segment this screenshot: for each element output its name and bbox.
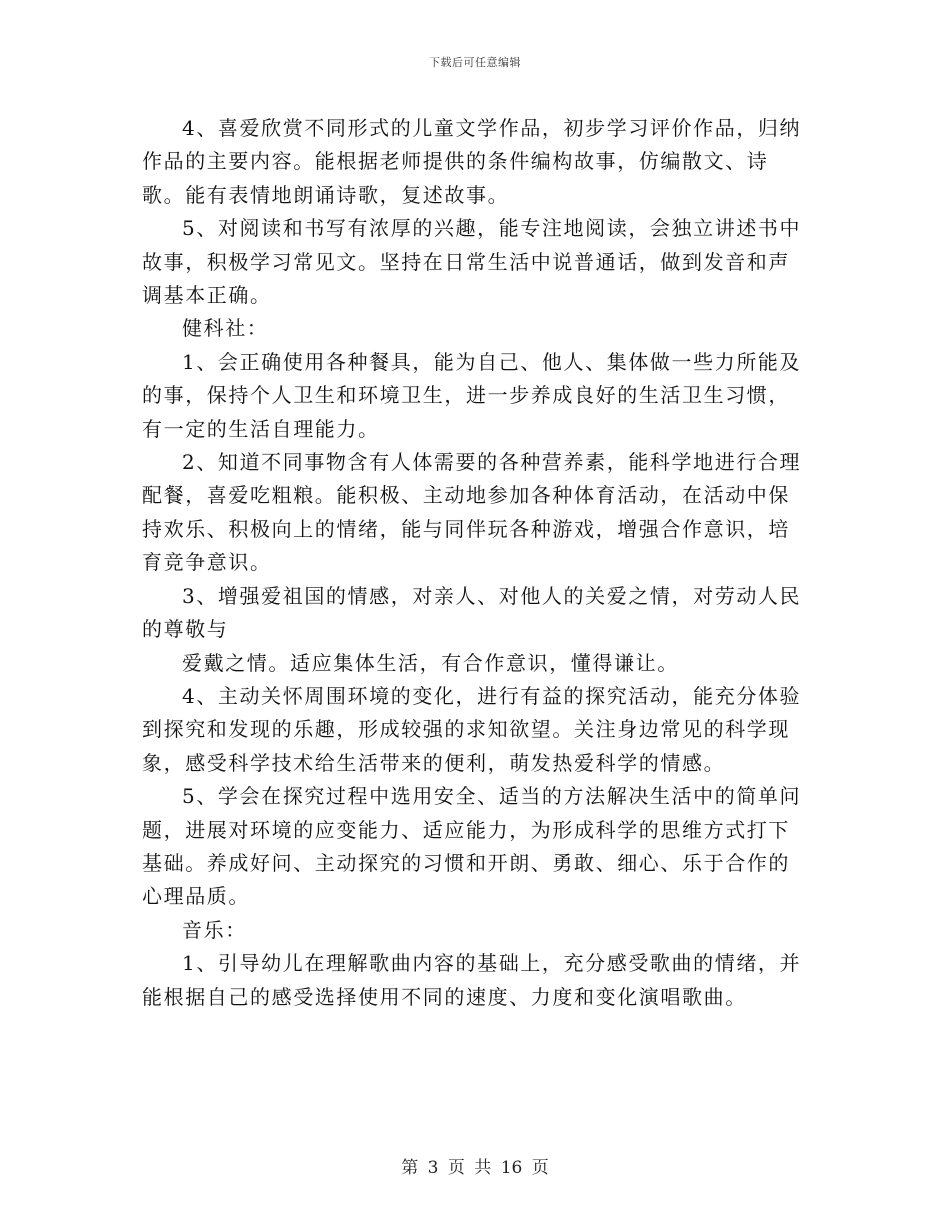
paragraph-science-4: 4、主动关怀周围环境的变化，进行有益的探究活动，能充分体验到探究和发现的乐趣，形成较强的求知欲望。关注身边常见的科学现象，感受科学技术给生活带来的便利，萌发热爱科学的情感。	[142, 683, 802, 775]
paragraph-literature-4: 4、喜爱欣赏不同形式的儿童文学作品，初步学习评价作品，归纳作品的主要内容。能根据老师提供的条件编构故事，仿编散文、诗歌。能有表情地朗诵诗歌，复述故事。	[142, 116, 802, 207]
page-number: 第 3 页 共 16 页	[401, 1158, 549, 1178]
document-body	[142, 112, 808, 1014]
paragraph-health-1: 1、会正确使用各种餐具，能为自己、他人、集体做一些力所能及的事，保持个人卫生和环境卫生，进一步养成良好的生活卫生习惯，有一定的生活自理能力。	[142, 349, 802, 441]
paragraph-society-3: 3、增强爱祖国的情感，对亲人、对他人的关爱之情，对劳动人民的尊敬与	[142, 583, 802, 642]
section-heading-health-science-society: 健科社：	[182, 316, 269, 341]
paragraph-society-3-continued: 爱戴之情。适应集体生活，有合作意识，懂得谦让。	[182, 650, 679, 675]
paragraph-health-2: 2、知道不同事物含有人体需要的各种营养素，能科学地进行合理配餐，喜爱吃粗粮。能积极、主动地参加各种体育活动，在活动中保持欢乐、积极向上的情绪，能与同伴玩各种游戏，增强合作意识，培育竞争意识。	[142, 450, 802, 575]
page-header: 下载后可任意编辑	[429, 56, 521, 69]
section-heading-music: 音乐：	[182, 917, 247, 942]
paragraph-science-5: 5、学会在探究过程中选用安全、适当的方法解决生活中的简单问题，进展对环境的应变能力、适应能力，为形成科学的思维方式打下基础。养成好问、主动探究的习惯和开朗、勇敢、细心、乐于合作的心理品质。	[142, 784, 802, 909]
paragraph-reading-5: 5、对阅读和书写有浓厚的兴趣，能专注地阅读，会独立讲述书中故事，积极学习常见文。坚持在日常生活中说普通话，做到发音和声调基本正确。	[142, 216, 802, 308]
paragraph-music-1: 1、引导幼儿在理解歌曲内容的基础上，充分感受歌曲的情绪，并能根据自己的感受选择使用不同的速度、力度和变化演唱歌曲。	[142, 951, 802, 1009]
